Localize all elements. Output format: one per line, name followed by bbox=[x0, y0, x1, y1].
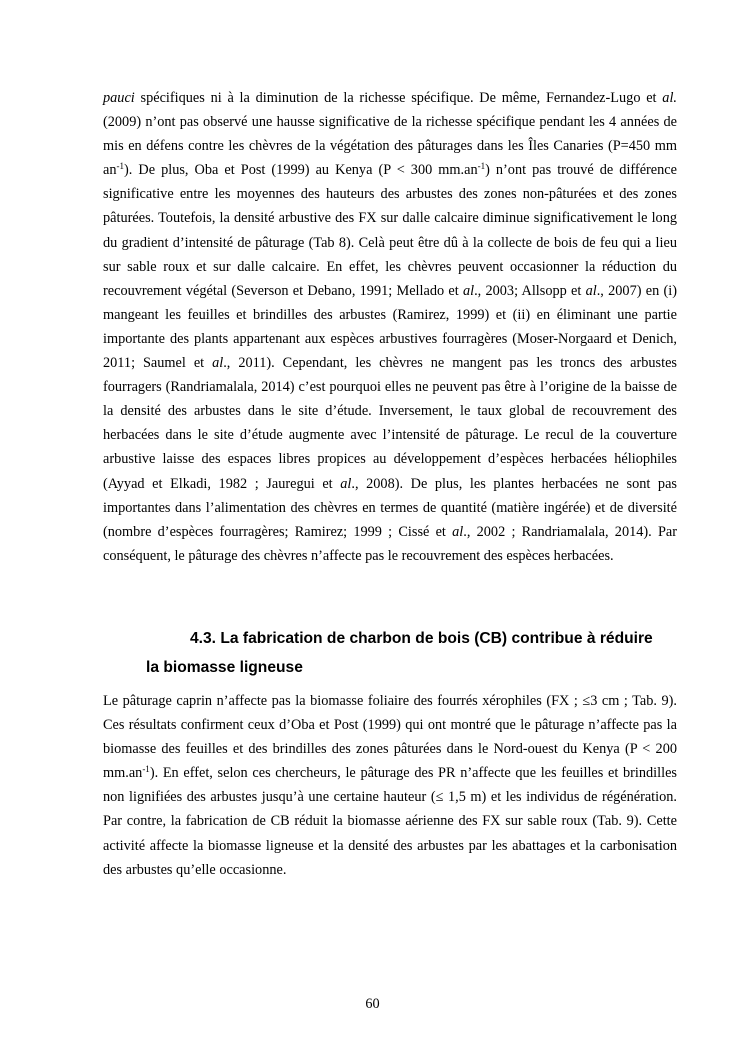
superscript-text: -1 bbox=[142, 764, 150, 775]
page-number: 60 bbox=[365, 996, 380, 1012]
section-heading-4-3-continued: la biomasse ligneuse bbox=[146, 659, 303, 676]
text-run: ., 2011). Cependant, les chèvres ne mangent pas les troncs des arbustes fourragers (Randriamalala, 2014) c’est pourquoi elles ne peuvent pas être à l’origine de la baisse de la densité des arbustes dans le site d’étude. Inversement, le taux global de recouvrement des herbacées dans le site d’étude augmente avec l’intensité de pâturage. Le recul de la couverture arbustive laisse des espaces libres propices au développement d’espèces herbacées héliophiles (Ayyad et Elkadi, 1982 ; Jauregui et bbox=[103, 355, 677, 492]
text-run: ., 2003; Allsopp et bbox=[474, 282, 586, 299]
italic-text: al bbox=[585, 282, 597, 299]
italic-text: al bbox=[462, 282, 475, 299]
body-paragraph-charcoal-biomass bbox=[103, 689, 677, 882]
text-run: ). De plus, Oba et Post (1999) au Kenya (P < 300 mm.an bbox=[124, 162, 478, 179]
text-run: (2009) n’ont pas observé une hausse significative de la richesse spécifique pendant les 4 années de mis en défens contre les chèvres de la végétation des pâturages dans les Îles Canaries (P=450 mm an bbox=[103, 114, 677, 179]
text-run: ., 2002 ; Randriamalala, 2014). Par conséquent, le pâturage des chèvres n’affecte pas le recouvrement des espèces herbacées. bbox=[103, 523, 678, 564]
text-run: spécifiques ni à la diminution de la richesse spécifique. De même, Fernandez-Lugo et bbox=[134, 90, 663, 106]
text-run: Le pâturage caprin n’affecte pas la biomasse foliaire des fourrés xérophiles (FX ; ≤3 cm ; Tab. 9). Ces résultats confirment ceux d’Oba et Post (1999) qui ont montré que le pâturage n’affecte pas la biomasse des feuilles et des brindilles des zones pâturées dans le Nord-ouest du Kenya (P < 200 mm.an bbox=[103, 693, 677, 782]
text-run: ) n’ont pas trouvé de différence significative entre les moyennes des hauteurs des arbustes des zones non-pâturées et des zones pâturées. Toutefois, la densité arbustive des FX sur dalle calcaire diminue significativement le long du gradient d’intensité de pâturage (Tab 8). Celà peut être dû à la collecte de bois de feu qui a lieu sur sable roux et sur dalle calcaire. En effet, les chèvres peuvent occasionner la réduction du recouvrement végétal (Severson et Debano, 1991; Mellado et bbox=[103, 162, 677, 299]
section-heading-4-3: 4.3. La fabrication de charbon de bois (CB) contribue à réduire bbox=[190, 630, 653, 647]
italic-text: al bbox=[452, 523, 464, 540]
superscript-text: -1 bbox=[116, 161, 124, 172]
italic-text: al bbox=[212, 355, 224, 372]
italic-text: pauci bbox=[103, 90, 135, 106]
text-run: ., 2008). De plus, les plantes herbacées ne sont pas importantes dans l’alimentation des chèvres en termes de quantité (matière ingérée) et de diversité (nombre d’espèces fourragères; Ramirez; 1999 ; Cissé et bbox=[103, 475, 677, 540]
text-run: ., 2007) en (i) mangeant les feuilles et brindilles des arbustes (Ramirez, 1999) et (ii) en éliminant une partie importante des plants appartenant aux espèces arbustives fourragères (Moser-Norgaard et Denich, 2011; Saumel et bbox=[103, 282, 677, 372]
italic-text: al bbox=[340, 475, 352, 492]
superscript-text: -1 bbox=[477, 161, 486, 172]
text-run: ). En effet, selon ces chercheurs, le pâturage des PR n’affecte que les feuilles et brindilles non lignifiées des arbustes jusqu’à une certaine hauteur (≤ 1,5 m) et les individus de régénération. Par contre, la fabrication de CB réduit la biomasse aérienne des FX sur sable roux (Tab. 9). Cette activité affecte la biomasse ligneuse et la densité des arbustes par les abattages et la carbonisation des arbustes qu’elle occasionne. bbox=[103, 765, 677, 878]
body-paragraph-grazing-effects bbox=[103, 86, 677, 568]
italic-text: al. bbox=[662, 90, 677, 106]
